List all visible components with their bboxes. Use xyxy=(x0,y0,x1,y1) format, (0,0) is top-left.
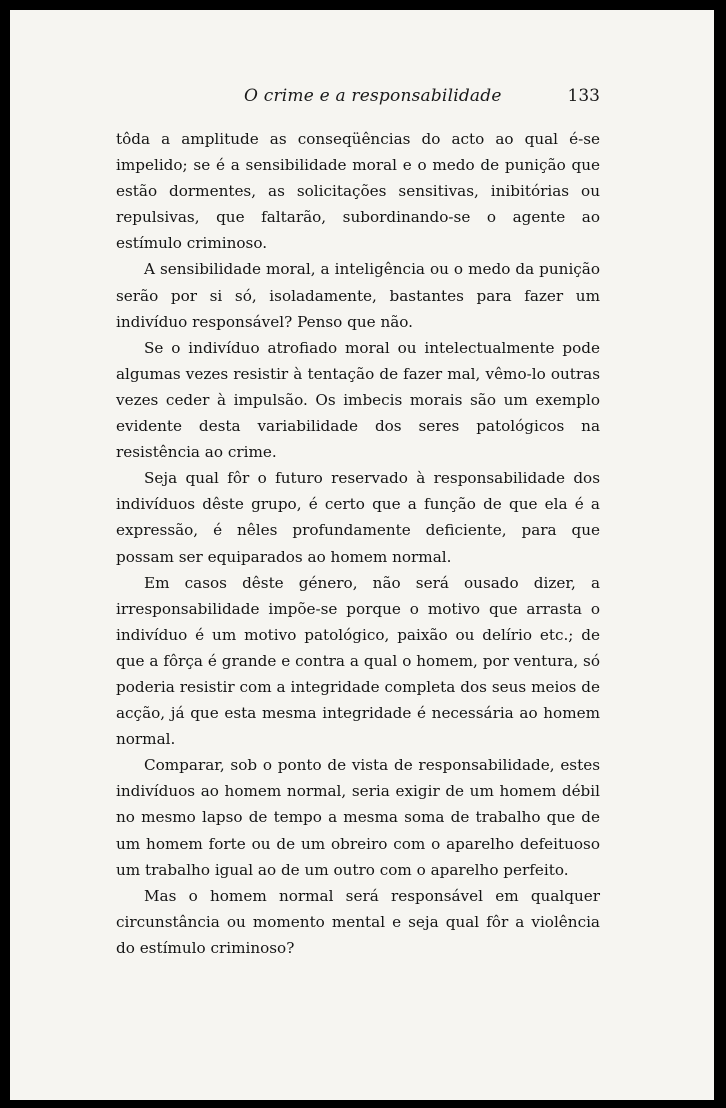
paragraph: Mas o homem normal será responsável em qualquer circunstância ou momento mental e seja qual fôr a violência do estímulo criminoso? xyxy=(116,886,600,957)
paragraph: Em casos dêste género, não será ousado dizer, a irresponsabilidade impõe-se porque o motivo que arrasta o indivíduo é um motivo patológico, paixão ou delírio etc.; de que a fôrça é grande e contra a qual o homem, por ventura, só poderia resistir com a integridade completa dos seus meios de acção, já que esta mesma integridade é necessária ao homem normal. xyxy=(116,573,600,749)
page-header xyxy=(116,86,600,114)
page-number: 133 xyxy=(567,86,600,106)
paragraph-continuation: tôda a amplitude as conseqüências do acto ao qual é-se impelido; se é a sensibilidade moral e o medo de punição que estão dormentes, as solicitações sensitivas, inibitórias ou repulsivas, que faltarão, subordinando-se o agente ao estímulo criminoso. xyxy=(116,130,600,253)
paragraph: Comparar, sob o ponto de vista de responsabilidade, estes indivíduos ao homem normal, seria exigir de um homem débil no mesmo lapso de tempo a mesma soma de trabalho que de um homem forte ou de um obreiro com o aparelho defeituoso um trabalho igual ao de um outro com o aparelho perfeito. xyxy=(116,756,600,879)
scanned-page xyxy=(10,10,714,1100)
paragraph: A sensibilidade moral, a inteligência ou o medo da punição serão por si só, isoladamente, bastantes para fazer um indivíduo responsável? Penso que não. xyxy=(116,260,600,331)
paragraph: Seja qual fôr o futuro reservado à responsabilidade dos indivíduos dêste grupo, é certo que a função de que ela é a expressão, é nêles profundamente deficiente, para que possam ser equiparados ao homem normal. xyxy=(116,469,600,566)
paragraph: Se o indivíduo atrofiado moral ou intelectualmente pode algumas vezes resistir à tentação de fazer mal, vêmo-lo outras vezes ceder à impulsão. Os imbecis morais são um exemplo evidente desta variabilidade dos seres patológicos na resistência ao crime. xyxy=(116,338,600,462)
body-text xyxy=(116,126,600,961)
running-title: O crime e a responsabilidade xyxy=(244,86,502,106)
